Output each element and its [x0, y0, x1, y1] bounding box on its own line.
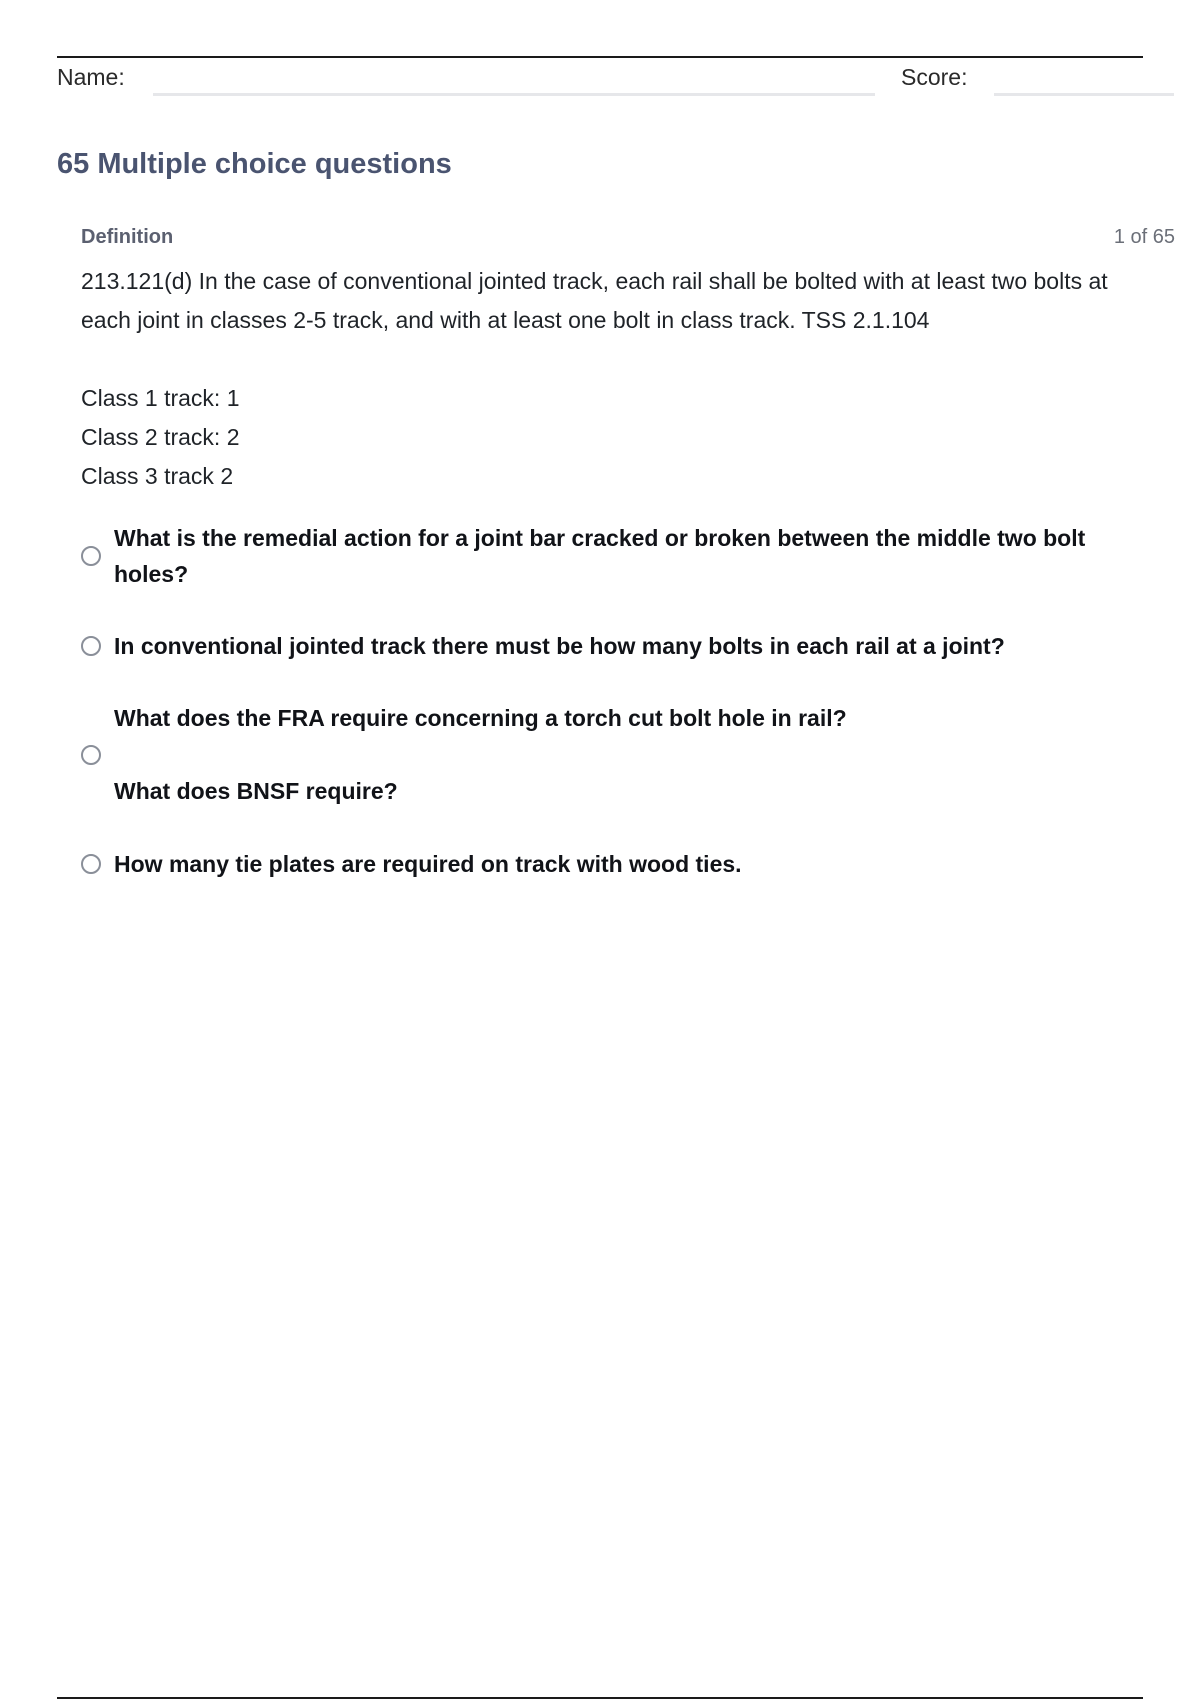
- definition-line: Class 1 track: 1: [81, 385, 240, 411]
- choice-text: In conventional jointed track there must be how many bolts in each rail at a joint?: [114, 633, 1005, 659]
- radio-button[interactable]: [81, 854, 101, 874]
- question-card-header: [81, 226, 1175, 254]
- definition-line: 213.121(d) In the case of conventional jointed track, each rail shall be bolted with at least two bolts at each joint in classes 2-5 track, and with at least one bolt in class track. TSS 2.1.104: [81, 268, 1108, 333]
- answer-choice[interactable]: [81, 628, 1161, 664]
- definition-text: [81, 262, 1161, 496]
- score-label: Score:: [901, 64, 968, 90]
- definition-line: Class 2 track: 2: [81, 424, 240, 450]
- choice-text: What is the remedial action for a joint bar cracked or broken between the middle two bolt holes?: [114, 525, 1086, 587]
- choice-text: How many tie plates are required on track with wood ties.: [114, 851, 742, 877]
- name-label: Name:: [57, 64, 125, 90]
- section-title: 65 Multiple choice questions: [57, 148, 452, 180]
- worksheet-header: [57, 62, 1177, 98]
- card-label: Definition: [81, 226, 174, 248]
- answer-choice[interactable]: [81, 700, 1161, 809]
- answer-choices: [81, 520, 1161, 882]
- answer-choice[interactable]: [81, 846, 1161, 882]
- bottom-rule: [57, 1697, 1143, 1699]
- score-field[interactable]: [994, 93, 1174, 96]
- choice-text: What does BNSF require?: [114, 778, 398, 804]
- definition-line: Class 3 track 2: [81, 463, 234, 489]
- radio-button[interactable]: [81, 546, 101, 566]
- top-rule: [57, 56, 1143, 58]
- name-field[interactable]: [153, 93, 875, 96]
- radio-button[interactable]: [81, 636, 101, 656]
- choice-text: What does the FRA require concerning a torch cut bolt hole in rail?: [114, 705, 847, 731]
- question-counter: 1 of 65: [1113, 226, 1175, 248]
- answer-choice[interactable]: [81, 520, 1161, 592]
- radio-button[interactable]: [81, 745, 101, 765]
